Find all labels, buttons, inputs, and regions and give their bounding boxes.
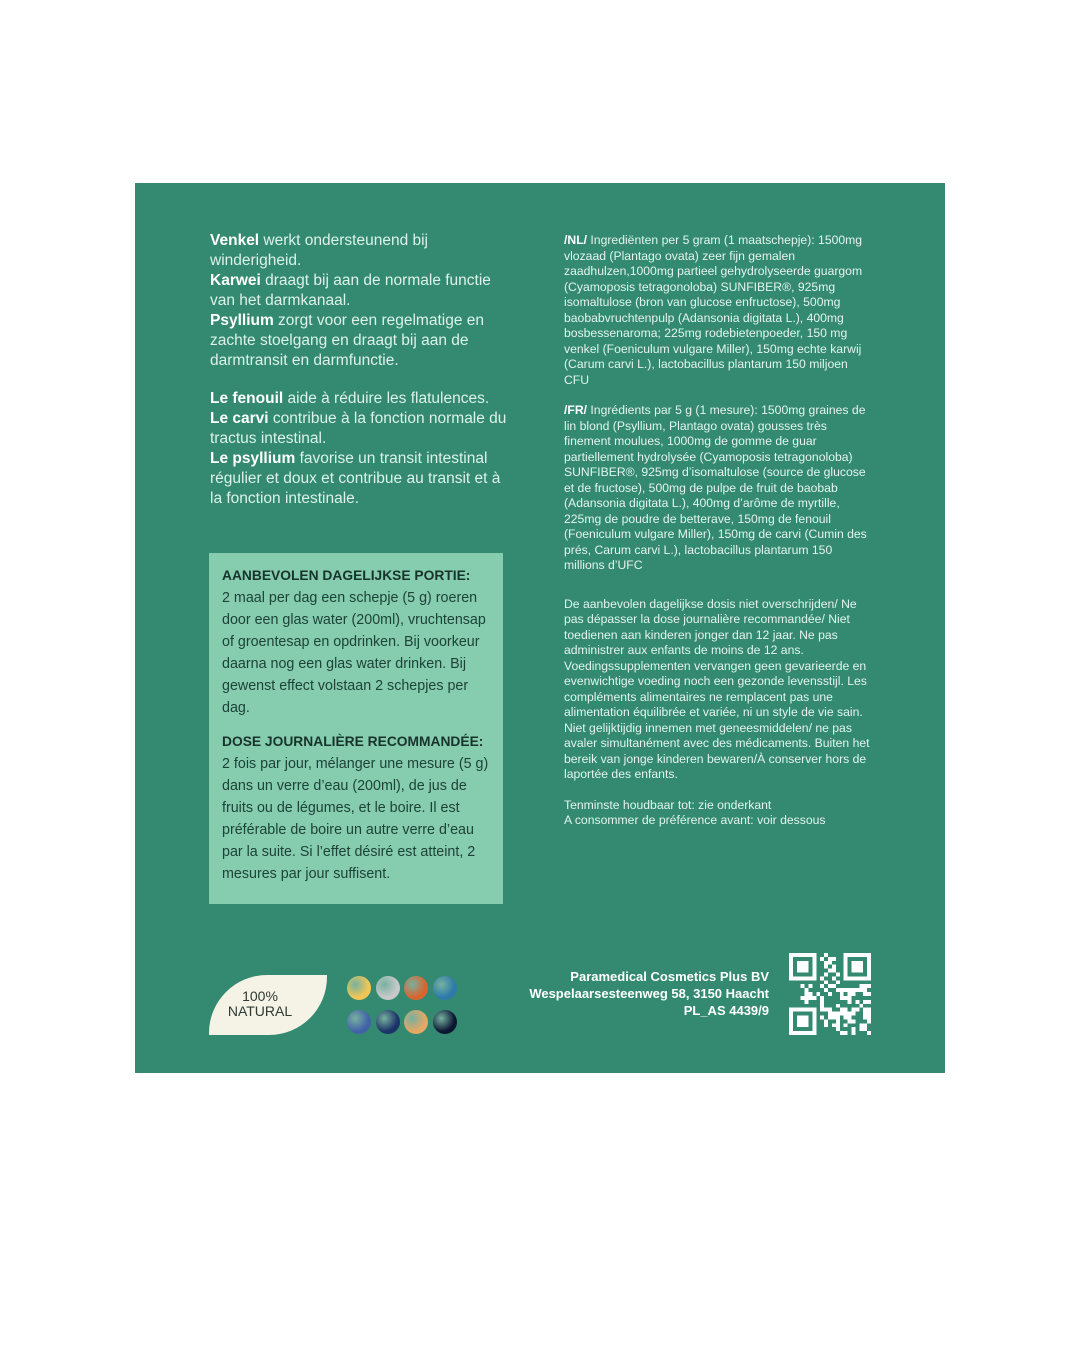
dose-heading-nl: AANBEVOLEN DAGELIJKSE PORTIE: (222, 568, 471, 583)
benefit-fr-carvi: Le carvi contribue à la fonction normale du tractus intestinal. (210, 410, 507, 447)
company-address (529, 968, 769, 1019)
benefit-nl-venkel: Venkel werkt ondersteunend bij winderigheid. (210, 232, 429, 269)
company-name: Paramedical Cosmetics Plus BV (570, 969, 769, 984)
warning-text: De aanbevolen dagelijkse dosis niet overschrijden/ Ne pas dépasser la dose journalière recommandée/ Niet toedienen aan kinderen jonger dan 12 jaar. Ne pas administrer aux enfants de moins de 12 ans. Voedingssupplementen vervangen geen gevarieerde en evenwichtige voeding noch een gezonde levensstijl. Les compléments alimentaires ne remplacent pas une alimentation équilibrée et variée, ni un style de vie sain. Niet gelijktijdig innemen met geneesmiddelen/ ne pas avaler simultanément avec des médicaments. Buiten het bereik van jonge kinderen bewaren/À conserver hors de laportée des enfants. (564, 596, 870, 781)
earth-icon (347, 1010, 371, 1034)
dose-heading-fr: DOSE JOURNALIÈRE RECOMMANDÉE: (222, 734, 484, 749)
blue-network-icon (433, 976, 457, 1000)
peach-sphere-icon (404, 1010, 428, 1034)
natural-badge (209, 975, 327, 1035)
benefit-nl-karwei: Karwei draagt bij aan de normale functie van het darmkanaal. (210, 272, 491, 309)
benefit-fr-psyllium: Le psyllium favorise un transit intestinal régulier et doux et contribue au transit et à la fonction intestinale. (210, 450, 501, 507)
benefits-text (210, 231, 510, 509)
label-panel (135, 183, 945, 1073)
dose-text-nl: 2 maal per dag een schepje (5 g) roeren door een glas water (200ml), vruchtensap of groentesap en opdrinken. Bij voorkeur daarna nog een glas water drinken. Bij gewenst effect volstaan 2 schepjes per dag. (222, 590, 486, 716)
orange-planet-icon (404, 976, 428, 1000)
sun-burst-icon (347, 976, 371, 1000)
ingredients-nl: /NL/ Ingrediënten per 5 gram (1 maatschepje): 1500mg vlozaad (Plantago ovata) zeer fijn gemalen zaadhulzen,1000mg partieel gehydrolyseerde guargom (Cyamoposis tetragonoloba) SUNFIBER®, 925mg isomaltulose (bron van glucose enfructose), 500mg baobabvruchtenpulp (Adansonia digitata L.), 400mg bosbessenaroma; 225mg rodebietenpoeder, 150 mg venkel (Foeniculum vulgare Miller), 150mg echte karwij (Carum carvi L.), lactobacillus plantarum 150 miljoen CFU (564, 233, 863, 387)
dose-box (209, 553, 503, 904)
badge-label: NATURAL (227, 1003, 293, 1019)
badge-percent: 100% (242, 988, 278, 1004)
ingredients-column (564, 233, 876, 829)
dose-text-fr: 2 fois par jour, mélanger une mesure (5 g) dans un verre d’eau (200ml), de jus de fruits ou de légumes, et le boire. Il est préférable de boire un autre verre d’eau par la suite. Si l’effet désiré est atteint, 2 mesures par jour suffisent. (222, 756, 489, 882)
qr-code-icon (789, 953, 871, 1035)
ingredients-fr: /FR/ Ingrédients par 5 g (1 mesure): 1500mg graines de lin blond (Psyllium, Plantago ovata) gousses très finement moulues, 1000mg de gomme de guar partiellement hydrolysée (Cyamoposis tetragonoloba) SUNFIBER®, 925mg d’isomaltulose (source de glucose et de fructose), 500mg de pulpe de fruit de baobab (Adansonia digitata L.), 400mg d’arôme de myrtille, 225mg de poudre de betterave, 150mg de fenouil (Foeniculum vulgare Miller), 150mg de carvi (Cumin des prés, Carum carvi L.), lactobacillus plantarum 150 millions d’UFC (564, 403, 867, 572)
benefit-fr-fenouil: Le fenouil aide à réduire les flatulences. (210, 390, 490, 407)
silver-sphere-icon (376, 976, 400, 1000)
best-before-nl: Tenminste houdbaar tot: zie onderkant (564, 797, 772, 812)
benefit-nl-psyllium: Psyllium zorgt voor een regelmatige en zachte stoelgang en draagt bij aan de darmtransit en darmfunctie. (210, 312, 484, 369)
dark-sphere-icon (433, 1010, 457, 1034)
company-street: Wespelaarsesteenweg 58, 3150 Haacht (529, 986, 769, 1001)
vitruvian-man-icon (376, 1010, 400, 1034)
best-before-fr: A consommer de préférence avant: voir dessous (564, 813, 826, 827)
company-code: PL_AS 4439/9 (683, 1003, 769, 1018)
